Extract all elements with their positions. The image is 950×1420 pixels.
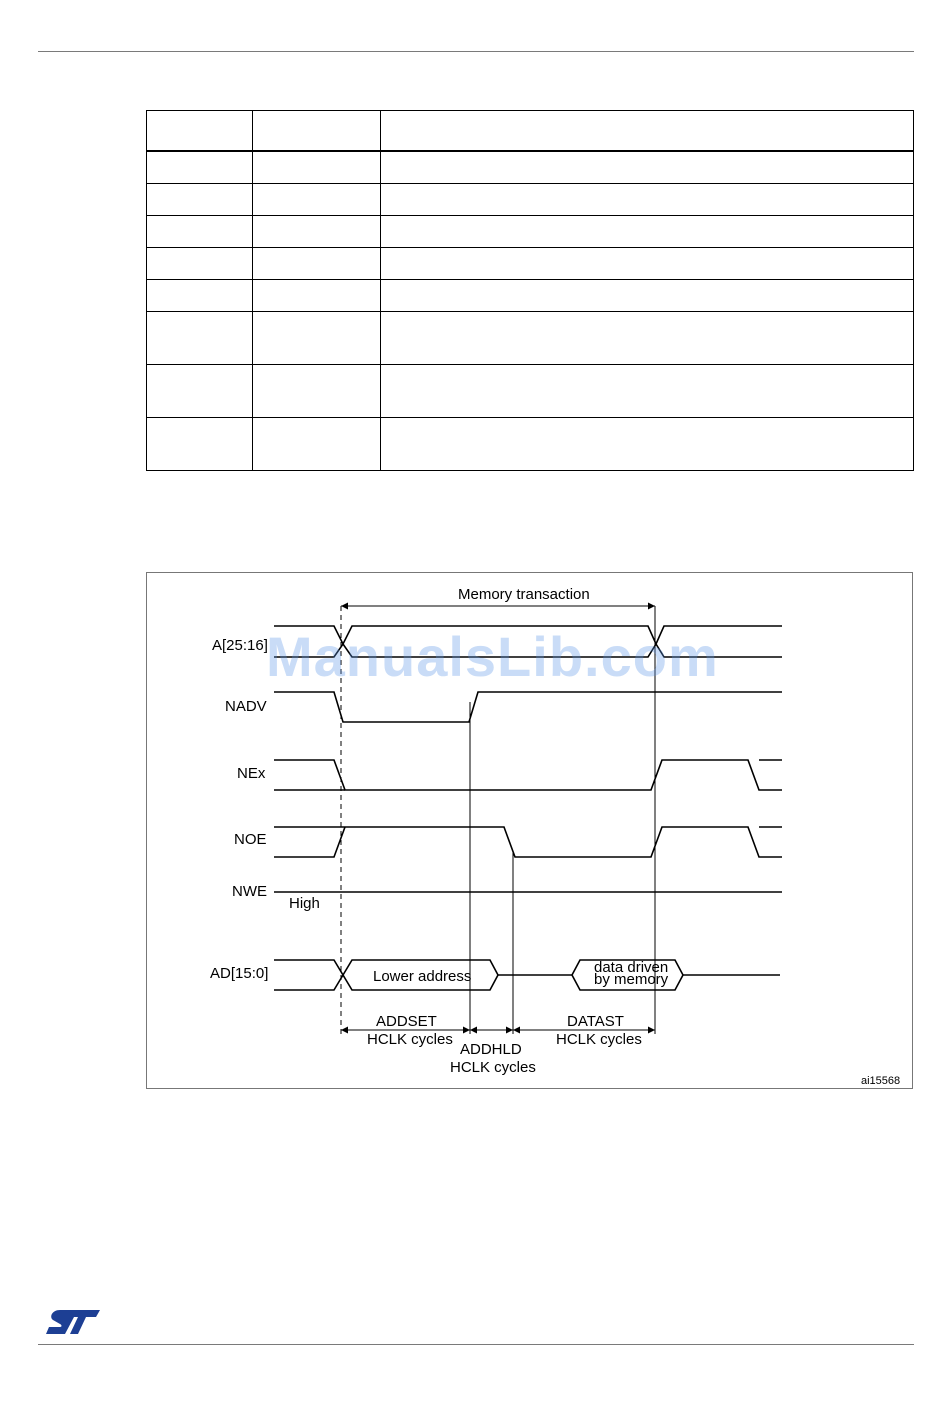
table-cell <box>253 279 381 311</box>
table-cell <box>147 183 253 215</box>
table-cell <box>253 417 381 470</box>
a-bus-line <box>274 644 782 657</box>
nadv-waveform <box>274 692 782 722</box>
table-cell <box>147 215 253 247</box>
table-cell <box>253 183 381 215</box>
table-row <box>147 311 914 364</box>
signal-label-a: A[25:16] <box>212 637 268 654</box>
table-header-cell <box>381 111 914 152</box>
addset-label-line1: ADDSET <box>376 1013 437 1030</box>
register-table <box>146 110 914 471</box>
signal-label-noe: NOE <box>234 831 267 848</box>
table-row <box>147 279 914 311</box>
timing-diagram <box>146 572 913 1089</box>
signal-label-ad: AD[15:0] <box>210 965 269 982</box>
a-bus-line <box>274 626 782 644</box>
table-cell <box>381 417 914 470</box>
table-header-cell <box>147 111 253 152</box>
table-header-row <box>147 111 914 152</box>
ad-data-label-line1: data driven <box>594 959 669 976</box>
table-cell <box>253 247 381 279</box>
table-cell <box>381 183 914 215</box>
noe-waveform <box>274 827 782 857</box>
table-row <box>147 417 914 470</box>
table-cell <box>381 215 914 247</box>
table-cell <box>147 279 253 311</box>
top-divider <box>38 51 914 52</box>
table-cell <box>253 151 381 183</box>
signal-label-nadv: NADV <box>225 698 267 715</box>
ad-data-label-line2: by memory <box>594 971 669 988</box>
table-header-cell <box>253 111 381 152</box>
table-cell <box>381 311 914 364</box>
addset-label-line2: HCLK cycles <box>367 1031 453 1048</box>
signal-label-nex: NEx <box>237 765 266 782</box>
nwe-state-label: High <box>289 895 320 912</box>
table-row <box>147 364 914 417</box>
signal-label-nwe: NWE <box>232 883 267 900</box>
table-cell <box>381 279 914 311</box>
table-cell <box>147 311 253 364</box>
table-row <box>147 247 914 279</box>
figure-id-label: ai15568 <box>861 1075 901 1087</box>
table-cell <box>381 151 914 183</box>
datast-label-line1: DATAST <box>567 1013 624 1030</box>
watermark: ManualsLib.com <box>266 625 719 688</box>
table-cell <box>253 311 381 364</box>
table-cell <box>147 417 253 470</box>
memory-transaction-label: Memory transaction <box>458 586 590 603</box>
noe-waveform <box>274 827 345 857</box>
st-logo-icon <box>44 1308 102 1336</box>
table-cell <box>381 364 914 417</box>
nex-waveform <box>274 760 782 790</box>
table-cell <box>253 215 381 247</box>
datast-label-line2: HCLK cycles <box>556 1031 642 1048</box>
table-cell <box>147 151 253 183</box>
ad-lower-address-label: Lower address <box>373 968 472 985</box>
table-cell <box>253 364 381 417</box>
addhld-label-line2: HCLK cycles <box>450 1059 536 1076</box>
addhld-label-line1: ADDHLD <box>460 1041 522 1058</box>
bottom-divider <box>38 1344 914 1345</box>
table-cell <box>147 364 253 417</box>
table-row <box>147 215 914 247</box>
table-cell <box>381 247 914 279</box>
ad-bus-line <box>274 960 343 990</box>
table-row <box>147 151 914 183</box>
table-cell <box>147 247 253 279</box>
table-row <box>147 183 914 215</box>
